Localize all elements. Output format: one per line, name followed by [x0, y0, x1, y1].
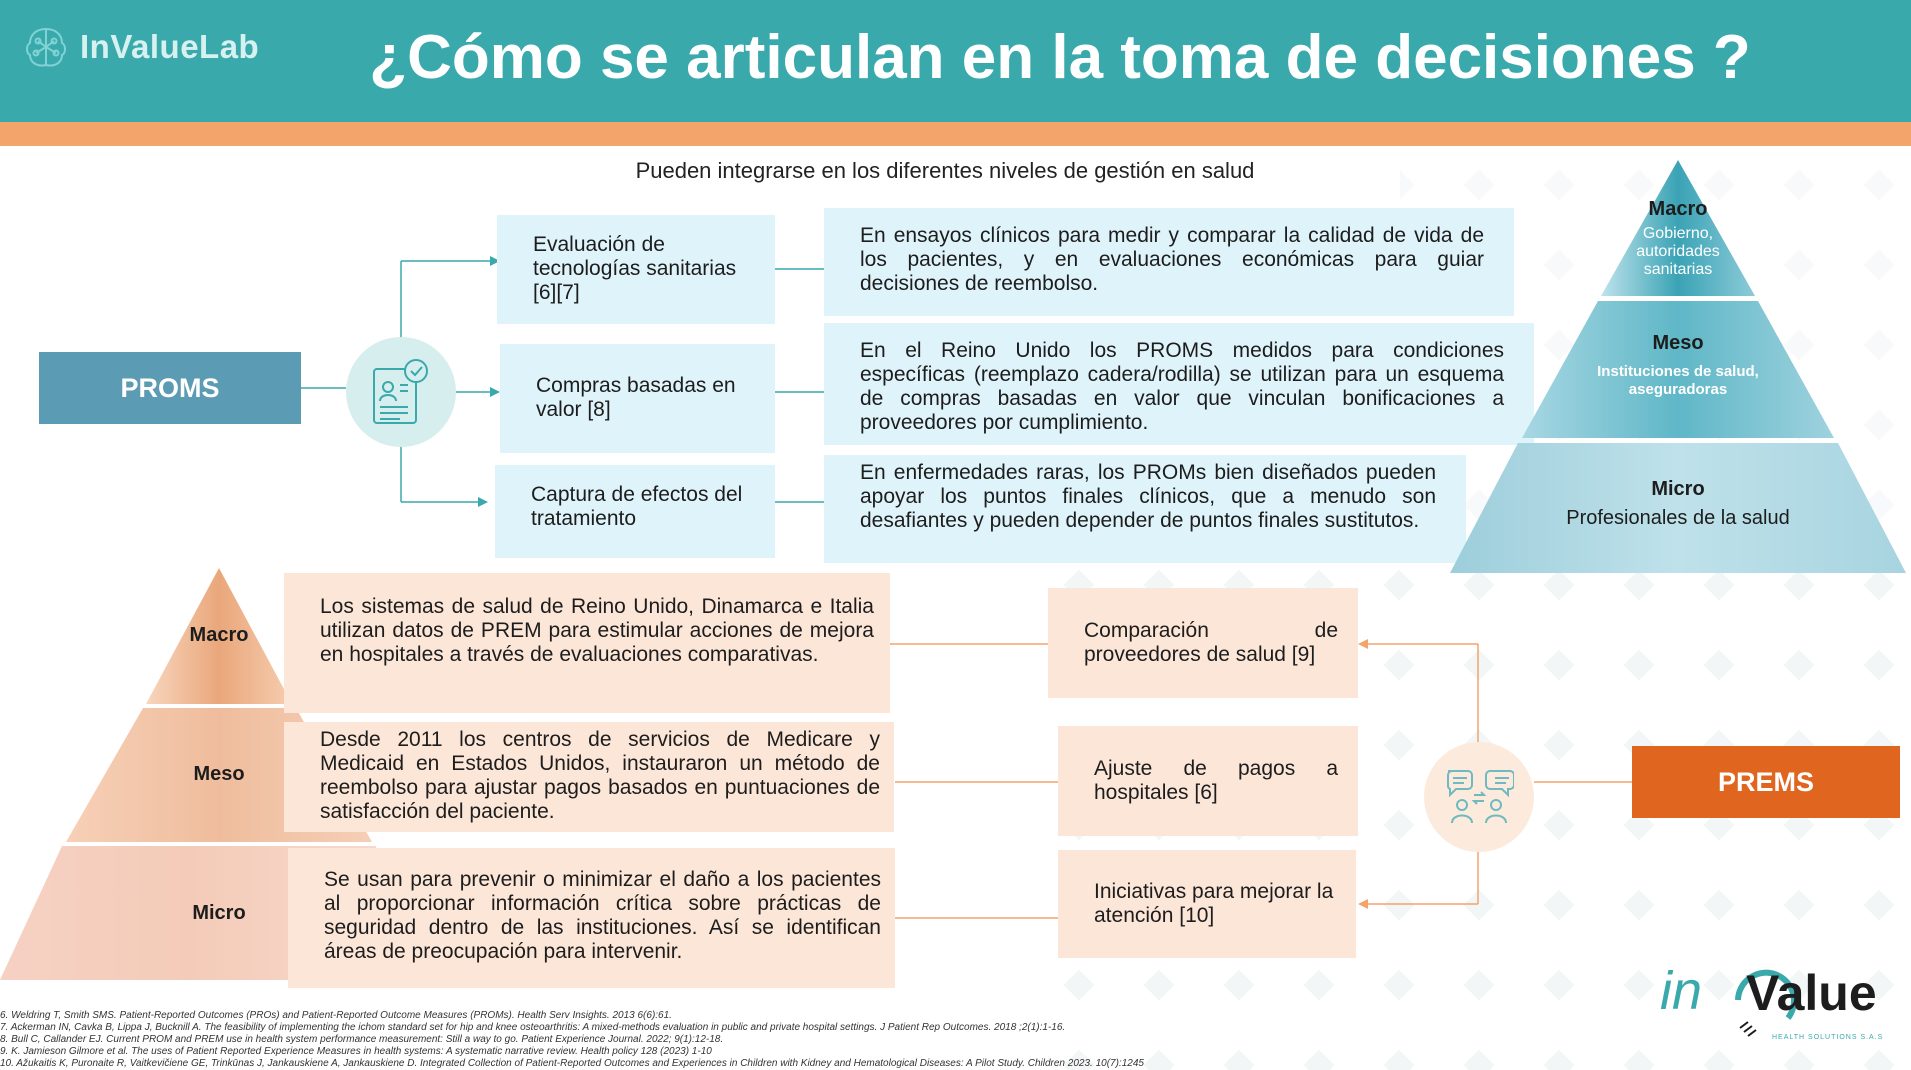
people-conversation-icon — [1444, 767, 1514, 827]
prems-macro-label: Macro — [189, 624, 249, 646]
proms-description-value-purchasing — [824, 323, 1534, 445]
prems-description-initiatives — [288, 848, 895, 988]
proms-description-text: En ensayos clínicos para medir y comparar la calidad de vida de los pacientes, y en evaluaciones económicas para guiar decisiones de reembolso. — [860, 224, 1484, 295]
reference-item: 8. Bull C, Callander EJ. Current PROM and PREM use in health system performance measurement: Still a way to go. Patient Experience Journal. 2022; 9(1):12-18. — [0, 1034, 724, 1045]
logo-in-text: in — [1660, 961, 1703, 1021]
prems-item-label: Comparación de proveedores de salud [9] — [1084, 619, 1338, 666]
proms-label: PROMS — [39, 352, 301, 424]
proms-item-label: Captura de efectos del tratamiento — [531, 483, 743, 530]
prems-icon-circle — [1424, 742, 1534, 852]
prems-item-label: Ajuste de pagos a hospitales [6] — [1094, 757, 1338, 804]
reference-item: 6. Weldring T, Smith SMS. Patient-Reported Outcomes (PROs) and Patient-Reported Outcome Measures (PROMs). Health Serv Insights. 2013 6(6):61. — [0, 1010, 672, 1021]
clipboard-check-icon — [370, 357, 432, 427]
proms-description-treatment-effects — [824, 455, 1466, 563]
proms-item-label: Evaluación de tecnologías sanitarias [6][7] — [533, 233, 737, 304]
prems-description-text: Desde 2011 los centros de servicios de Medicare y Medicaid en Estados Unidos, instauraron un método de reembolso para ajustar pagos basados en puntuaciones de satisfacción del paciente. — [320, 728, 880, 823]
reference-item: 9. K. Jamieson Gilmore et al. The uses of Patient Reported Experience Measures in health systems: A systematic narrative review. Health policy 128 (2023) 1-10 — [0, 1046, 712, 1057]
proms-description-text: En enfermedades raras, los PROMs bien diseñados pueden apoyar los puntos finales clínicos, que a menudo son desafiantes y pueden depender de puntos finales sustitutos. — [860, 461, 1436, 532]
logo-tagline: HEALTH SOLUTIONS S.A.S — [1772, 1034, 1884, 1041]
reference-item: 7. Ackerman IN, Cavka B, Lippa J, Bucknill A. The feasibility of implementing the ichom standard set for hip and knee osteoarthritis: A mixed-methods evaluation in public and private hospital settings. J Patient Rep Outcomes. 2018 ;2(1):1-16. — [0, 1022, 1066, 1033]
prems-meso-label: Meso — [193, 763, 245, 785]
subtitle: Pueden integrarse en los diferentes niveles de gestión en salud — [635, 158, 1255, 183]
proms-description-text: En el Reino Unido los PROMS medidos para condiciones específicas (reemplazo cadera/rodilla) se utilizan para un esquema de compras basadas en valor que vinculan bonificaciones a proveedores por cumplimiento. — [860, 339, 1504, 434]
proms-meso-label: Meso Instituciones de salud, aseguradoras — [1597, 332, 1759, 398]
proms-item-value-purchasing — [500, 344, 775, 453]
prems-description-text: Se usan para prevenir o minimizar el daño a los pacientes al proporcionar información crítica sobre prácticas de seguridad dentro de las instituciones. Así se identifican áreas de preocupación para intervenir. — [324, 868, 881, 963]
page-title: ¿Cómo se articulan en la toma de decisiones ? — [369, 23, 1751, 92]
proms-macro-label: Macro Gobierno, autoridades sanitarias — [1636, 198, 1720, 278]
logo-text: InValueLab — [80, 28, 260, 65]
prems-item-label: Iniciativas para mejorar la atención [10] — [1094, 880, 1334, 927]
proms-icon-circle — [346, 337, 456, 447]
prems-description-payments — [284, 722, 894, 832]
proms-description-hta — [824, 208, 1514, 316]
prems-micro-label: Micro — [192, 902, 246, 924]
reference-item: 10. Ažukaitis K, Puronaite R, Vaitkevičiene GE, Trinkūnas J, Jankauskiene A, Jankauskiene D. Integrated Collection of Patient-Reported Outcomes and Experiences in Children with Kidney and Hematological Diseases: A Pilot Study. Children 2023. 10(7):1245 — [0, 1058, 1144, 1069]
proms-item-label: Compras basadas en valor [8] — [536, 374, 736, 421]
logo-value-text: Value — [1746, 965, 1877, 1021]
proms-item-treatment-effects — [495, 465, 775, 558]
proms-micro-label: Micro Profesionales de la salud — [1566, 478, 1790, 529]
prems-item-initiatives — [1058, 850, 1356, 958]
proms-item-hta — [497, 215, 775, 324]
invalue-logo — [1660, 960, 1900, 1050]
prems-label: PREMS — [1632, 746, 1900, 818]
prems-item-payments — [1058, 726, 1358, 836]
references — [0, 1010, 1300, 1070]
prems-description-text: Los sistemas de salud de Reino Unido, Dinamarca e Italia utilizan datos de PREM para estimular acciones de mejora en hospitales a través de evaluaciones comparativas. — [320, 595, 874, 666]
prems-description-comparison — [284, 573, 890, 713]
prems-item-comparison — [1048, 588, 1358, 698]
